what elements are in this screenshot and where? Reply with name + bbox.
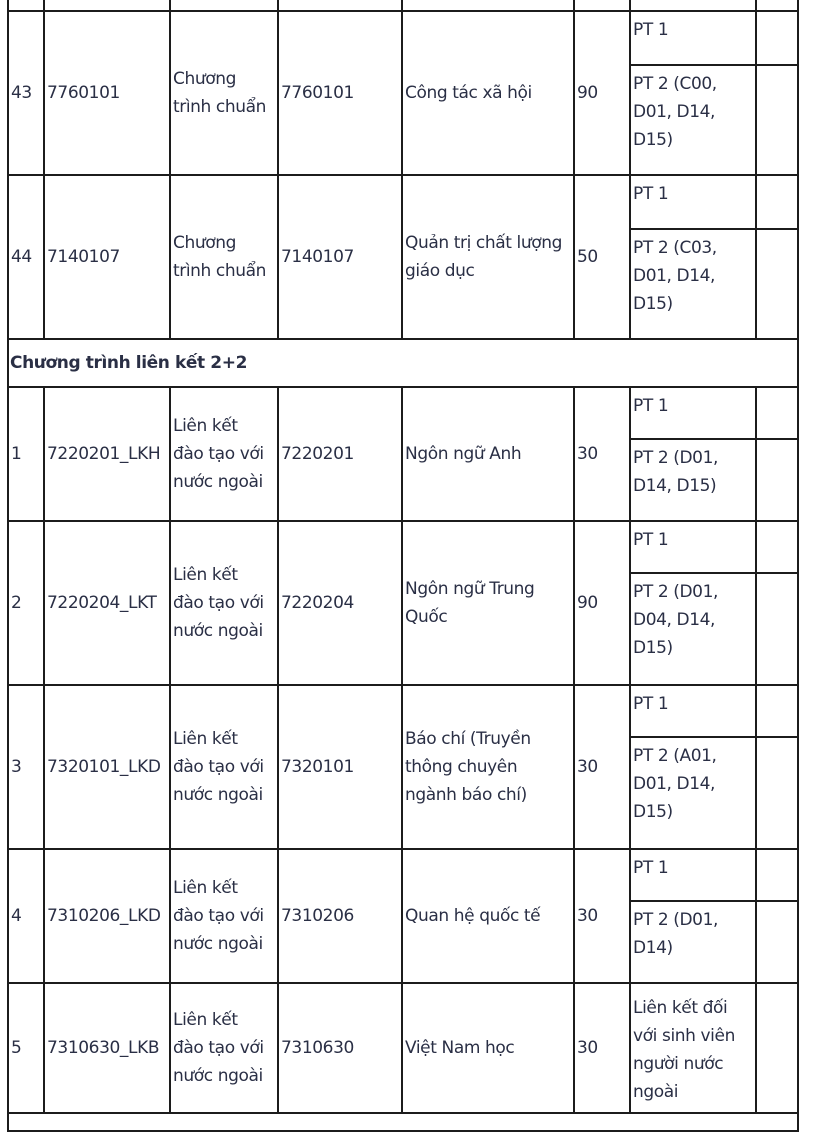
cell-line: đào tạo với: [173, 444, 264, 464]
note-cell: [756, 229, 798, 339]
major-name: [402, 685, 574, 849]
note-cell: [756, 387, 798, 439]
cell-line: D01, D14,: [633, 266, 716, 286]
admission-method: [630, 175, 756, 229]
cell-line: D14, D15): [633, 476, 717, 496]
program-type: [170, 849, 278, 983]
cell-line: đào tạo với: [173, 757, 264, 777]
cell-line: Liên kết đối: [633, 998, 728, 1018]
cell-line: nước ngoài: [173, 934, 263, 954]
cell-line: Liên kết: [173, 1010, 238, 1030]
admission-method: [630, 11, 756, 65]
table-row: [8, 685, 798, 737]
table-row: [8, 11, 798, 65]
admission-code: 7140107: [44, 175, 170, 339]
cell-line: Chương: [173, 69, 236, 89]
table-row: [8, 983, 798, 1113]
cell-line: nước ngoài: [173, 1066, 263, 1086]
row-number: 4: [8, 849, 44, 983]
program-type: [170, 175, 278, 339]
program-type: [170, 521, 278, 685]
admission-method: [630, 439, 756, 521]
major-name: [402, 387, 574, 521]
admission-code: 7310630_LKB: [44, 983, 170, 1113]
note-cell: [756, 685, 798, 737]
admission-code: 7220204_LKT: [44, 521, 170, 685]
section-row: [8, 339, 798, 387]
admission-method: [630, 737, 756, 849]
cell-line: D15): [633, 638, 673, 658]
top-cut-row: [8, 0, 798, 11]
note-cell: [756, 737, 798, 849]
bottom-cut-cell: [8, 1113, 798, 1131]
cell-line: PT 2 (D01,: [633, 448, 719, 468]
cell-line: Việt Nam học: [405, 1038, 515, 1058]
major-name: [402, 849, 574, 983]
table-row: [8, 387, 798, 439]
row-number: 1: [8, 387, 44, 521]
major-code: 7320101: [278, 685, 402, 849]
cell-line: PT 1: [633, 858, 669, 878]
cell-line: PT 1: [633, 184, 669, 204]
cell-line: PT 1: [633, 20, 669, 40]
note-cell: [756, 901, 798, 983]
cell-line: D15): [633, 130, 673, 150]
cell-line: Công tác xã hội: [405, 83, 532, 103]
admission-code: 7220201_LKH: [44, 387, 170, 521]
quota: 30: [574, 849, 630, 983]
cell-line: PT 1: [633, 694, 669, 714]
admission-method: [630, 65, 756, 175]
admission-method: [630, 901, 756, 983]
admission-method: [630, 229, 756, 339]
major-name: [402, 175, 574, 339]
cell-line: ngoài: [633, 1082, 679, 1102]
cell-line: D14): [633, 938, 673, 958]
cell-line: Chương: [173, 233, 236, 253]
cell-line: trình chuẩn: [173, 97, 267, 117]
cell-line: Ngôn ngữ Trung: [405, 579, 535, 599]
cell-line: D01, D14,: [633, 774, 716, 794]
major-code: 7140107: [278, 175, 402, 339]
cell-line: D04, D14,: [633, 610, 716, 630]
note-cell: [756, 439, 798, 521]
quota: 90: [574, 11, 630, 175]
quota: 30: [574, 387, 630, 521]
cell-line: giáo dục: [405, 261, 475, 281]
admission-table-wrapper: [7, 0, 797, 1132]
program-type: [170, 983, 278, 1113]
note-cell: [756, 11, 798, 65]
note-cell: [756, 983, 798, 1113]
note-cell: [756, 849, 798, 901]
admission-method: [630, 685, 756, 737]
cell-line: nước ngoài: [173, 472, 263, 492]
cell-line: PT 1: [633, 530, 669, 550]
row-number: 5: [8, 983, 44, 1113]
cell-line: PT 2 (A01,: [633, 746, 717, 766]
cell-line: Liên kết: [173, 878, 238, 898]
bottom-cut-row: [8, 1113, 798, 1131]
program-type: [170, 685, 278, 849]
cell-line: với sinh viên: [633, 1026, 735, 1046]
cell-line: Quản trị chất lượng: [405, 233, 563, 253]
quota: 50: [574, 175, 630, 339]
cell-line: Ngôn ngữ Anh: [405, 444, 522, 464]
cell-line: nước ngoài: [173, 621, 263, 641]
admission-table: [7, 0, 799, 1132]
cell-line: PT 2 (D01,: [633, 582, 719, 602]
cell-line: đào tạo với: [173, 906, 264, 926]
cell-line: D01, D14,: [633, 102, 716, 122]
cell-line: Liên kết: [173, 565, 238, 585]
table-row: [8, 521, 798, 573]
cell-line: PT 2 (C03,: [633, 238, 717, 258]
admission-method: [630, 573, 756, 685]
row-number: 44: [8, 175, 44, 339]
program-type: [170, 387, 278, 521]
cell-line: ngành báo chí): [405, 785, 527, 805]
note-cell: [756, 65, 798, 175]
cell-line: Liên kết: [173, 416, 238, 436]
major-name: [402, 521, 574, 685]
admission-method: [630, 849, 756, 901]
major-code: 7310630: [278, 983, 402, 1113]
cell-line: PT 2 (D01,: [633, 910, 719, 930]
program-type: [170, 11, 278, 175]
cell-line: PT 1: [633, 396, 669, 416]
cell-line: Báo chí (Truyền: [405, 729, 531, 749]
note-cell: [756, 521, 798, 573]
table-row: [8, 175, 798, 229]
major-code: 7220201: [278, 387, 402, 521]
cell-line: Quan hệ quốc tế: [405, 906, 541, 926]
note-cell: [756, 573, 798, 685]
major-name: [402, 983, 574, 1113]
admission-code: 7310206_LKD: [44, 849, 170, 983]
cell-line: đào tạo với: [173, 1038, 264, 1058]
table-row: [8, 849, 798, 901]
admission-code: 7760101: [44, 11, 170, 175]
cell-line: nước ngoài: [173, 785, 263, 805]
admission-method: [630, 521, 756, 573]
note-cell: [756, 175, 798, 229]
cell-line: D15): [633, 802, 673, 822]
quota: 30: [574, 685, 630, 849]
major-code: 7310206: [278, 849, 402, 983]
cell-line: PT 2 (C00,: [633, 74, 717, 94]
admission-method: [630, 387, 756, 439]
row-number: 2: [8, 521, 44, 685]
cell-line: thông chuyên: [405, 757, 518, 777]
row-number: 43: [8, 11, 44, 175]
row-number: 3: [8, 685, 44, 849]
cell-line: đào tạo với: [173, 593, 264, 613]
cell-line: D15): [633, 294, 673, 314]
major-code: 7760101: [278, 11, 402, 175]
cell-line: Quốc: [405, 607, 448, 627]
major-name: [402, 11, 574, 175]
cell-line: Liên kết: [173, 729, 238, 749]
admission-method: [630, 983, 756, 1113]
cell-line: trình chuẩn: [173, 261, 267, 281]
cell-line: người nước: [633, 1054, 724, 1074]
section-title: Chương trình liên kết 2+2: [8, 339, 798, 387]
quota: 30: [574, 983, 630, 1113]
quota: 90: [574, 521, 630, 685]
admission-code: 7320101_LKD: [44, 685, 170, 849]
major-code: 7220204: [278, 521, 402, 685]
